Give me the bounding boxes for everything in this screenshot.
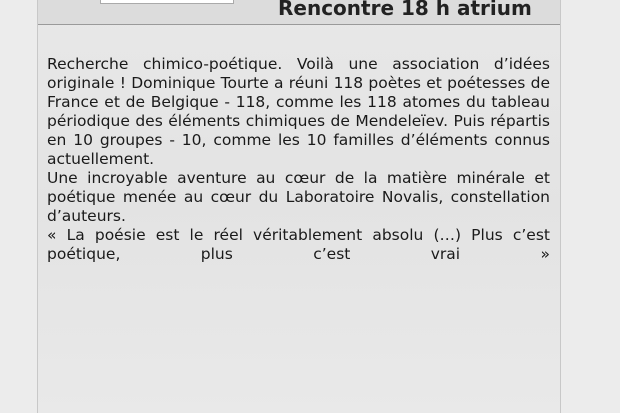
left-margin-strip bbox=[0, 0, 38, 413]
header-band bbox=[38, 0, 560, 25]
header-title: Rencontre 18 h atrium bbox=[278, 0, 532, 20]
adventure-paragraph: Une incroyable aventure au cœur de la matière minérale et poétique menée au cœur du Laboratoire Novalis, constellation d’auteurs. bbox=[47, 169, 550, 225]
body-text bbox=[47, 55, 550, 264]
intro-paragraph: Recherche chimico-poétique. Voilà une association d’idées originale ! Dominique Tourte a réuni 118 poètes et poétesses de France et de Belgique - 118, comme les 118 atomes du tableau périodique des éléments chimiques de Mendeleïev. Puis répartis en 10 groupes - 10, comme les 10 familles d’éléments connus actuellement. bbox=[47, 55, 550, 168]
right-margin-strip bbox=[560, 0, 620, 413]
quote-paragraph: « La poésie est le réel véritablement absolu (…) Plus c’est poétique, plus c’est vrai » bbox=[47, 226, 550, 263]
header-tab bbox=[100, 0, 234, 4]
left-divider bbox=[37, 0, 38, 413]
right-divider bbox=[560, 0, 561, 413]
